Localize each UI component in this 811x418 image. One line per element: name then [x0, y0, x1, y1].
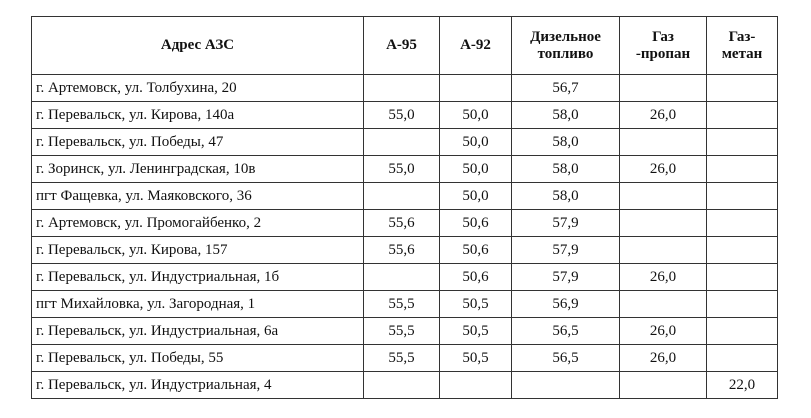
header-methane-line2: метан — [721, 45, 763, 62]
cell-propane — [620, 210, 707, 237]
cell-a92: 50,6 — [440, 264, 512, 291]
cell-address: г. Перевальск, ул. Кирова, 140а — [32, 102, 364, 129]
header-a95-label: А-95 — [386, 37, 417, 53]
table-row — [32, 156, 778, 183]
header-diesel-line2: топливо — [537, 45, 594, 62]
cell-a92: 50,0 — [440, 102, 512, 129]
cell-propane: 26,0 — [620, 345, 707, 372]
cell-methane — [707, 210, 778, 237]
header-a95 — [364, 17, 440, 75]
cell-a95: 55,6 — [364, 237, 440, 264]
cell-address: г. Артемовск, ул. Толбухина, 20 — [32, 75, 364, 102]
cell-address: г. Перевальск, ул. Индустриальная, 6а — [32, 318, 364, 345]
cell-diesel: 58,0 — [512, 102, 620, 129]
cell-a92: 50,0 — [440, 183, 512, 210]
cell-address: г. Перевальск, ул. Победы, 47 — [32, 129, 364, 156]
cell-a92: 50,5 — [440, 291, 512, 318]
cell-a95: 55,5 — [364, 345, 440, 372]
cell-address: г. Перевальск, ул. Индустриальная, 4 — [32, 372, 364, 399]
cell-a95 — [364, 372, 440, 399]
cell-address: пгт Фащевка, ул. Маяковского, 36 — [32, 183, 364, 210]
header-propane-line2: -пропан — [635, 45, 691, 62]
cell-propane — [620, 129, 707, 156]
header-address-label: Адрес АЗС — [160, 37, 235, 53]
table-row — [32, 102, 778, 129]
cell-propane — [620, 183, 707, 210]
cell-address: г. Перевальск, ул. Индустриальная, 1б — [32, 264, 364, 291]
cell-diesel: 57,9 — [512, 237, 620, 264]
cell-a95: 55,0 — [364, 102, 440, 129]
cell-address: г. Перевальск, ул. Победы, 55 — [32, 345, 364, 372]
cell-methane — [707, 75, 778, 102]
table-row — [32, 183, 778, 210]
cell-diesel: 56,5 — [512, 318, 620, 345]
table-row — [32, 129, 778, 156]
cell-propane: 26,0 — [620, 156, 707, 183]
header-methane — [707, 17, 778, 75]
cell-methane — [707, 183, 778, 210]
cell-a92: 50,6 — [440, 237, 512, 264]
header-diesel — [512, 17, 620, 75]
cell-methane: 22,0 — [707, 372, 778, 399]
cell-diesel: 56,9 — [512, 291, 620, 318]
cell-address: г. Зоринск, ул. Ленинградская, 10в — [32, 156, 364, 183]
cell-propane — [620, 237, 707, 264]
cell-diesel: 57,9 — [512, 210, 620, 237]
cell-address: г. Перевальск, ул. Кирова, 157 — [32, 237, 364, 264]
header-propane — [620, 17, 707, 75]
cell-a92: 50,0 — [440, 129, 512, 156]
cell-propane: 26,0 — [620, 102, 707, 129]
cell-a92: 50,5 — [440, 318, 512, 345]
table-row — [32, 210, 778, 237]
table-row — [32, 264, 778, 291]
table-row — [32, 237, 778, 264]
cell-a95 — [364, 129, 440, 156]
table-row — [32, 318, 778, 345]
header-address — [32, 17, 364, 75]
header-a92-label: А-92 — [460, 37, 491, 53]
cell-a95 — [364, 183, 440, 210]
table-row — [32, 75, 778, 102]
fuel-prices-table — [31, 16, 778, 399]
header-methane-line1: Газ- — [728, 28, 756, 45]
cell-a95 — [364, 264, 440, 291]
cell-propane — [620, 291, 707, 318]
cell-diesel: 57,9 — [512, 264, 620, 291]
cell-methane — [707, 156, 778, 183]
cell-propane: 26,0 — [620, 264, 707, 291]
cell-a95 — [364, 75, 440, 102]
cell-a92: 50,5 — [440, 345, 512, 372]
cell-address: пгт Михайловка, ул. Загородная, 1 — [32, 291, 364, 318]
header-propane-line1: Газ — [652, 28, 674, 45]
table-header-row — [32, 17, 778, 75]
cell-a92: 50,6 — [440, 210, 512, 237]
cell-a92 — [440, 372, 512, 399]
cell-address: г. Артемовск, ул. Промогайбенко, 2 — [32, 210, 364, 237]
cell-diesel: 58,0 — [512, 156, 620, 183]
cell-methane — [707, 237, 778, 264]
table-row — [32, 291, 778, 318]
cell-methane — [707, 129, 778, 156]
cell-propane: 26,0 — [620, 318, 707, 345]
cell-a95: 55,0 — [364, 156, 440, 183]
cell-diesel: 56,7 — [512, 75, 620, 102]
table-row — [32, 372, 778, 399]
cell-diesel: 56,5 — [512, 345, 620, 372]
header-a92 — [440, 17, 512, 75]
cell-a95: 55,5 — [364, 291, 440, 318]
cell-methane — [707, 345, 778, 372]
cell-a92 — [440, 75, 512, 102]
cell-a95: 55,5 — [364, 318, 440, 345]
cell-diesel: 58,0 — [512, 129, 620, 156]
cell-a95: 55,6 — [364, 210, 440, 237]
cell-propane — [620, 372, 707, 399]
cell-methane — [707, 102, 778, 129]
table-body — [32, 75, 778, 399]
cell-methane — [707, 291, 778, 318]
cell-methane — [707, 264, 778, 291]
cell-propane — [620, 75, 707, 102]
header-diesel-line1: Дизельное — [530, 28, 601, 45]
cell-diesel: 58,0 — [512, 183, 620, 210]
cell-a92: 50,0 — [440, 156, 512, 183]
cell-diesel — [512, 372, 620, 399]
cell-methane — [707, 318, 778, 345]
table-row — [32, 345, 778, 372]
